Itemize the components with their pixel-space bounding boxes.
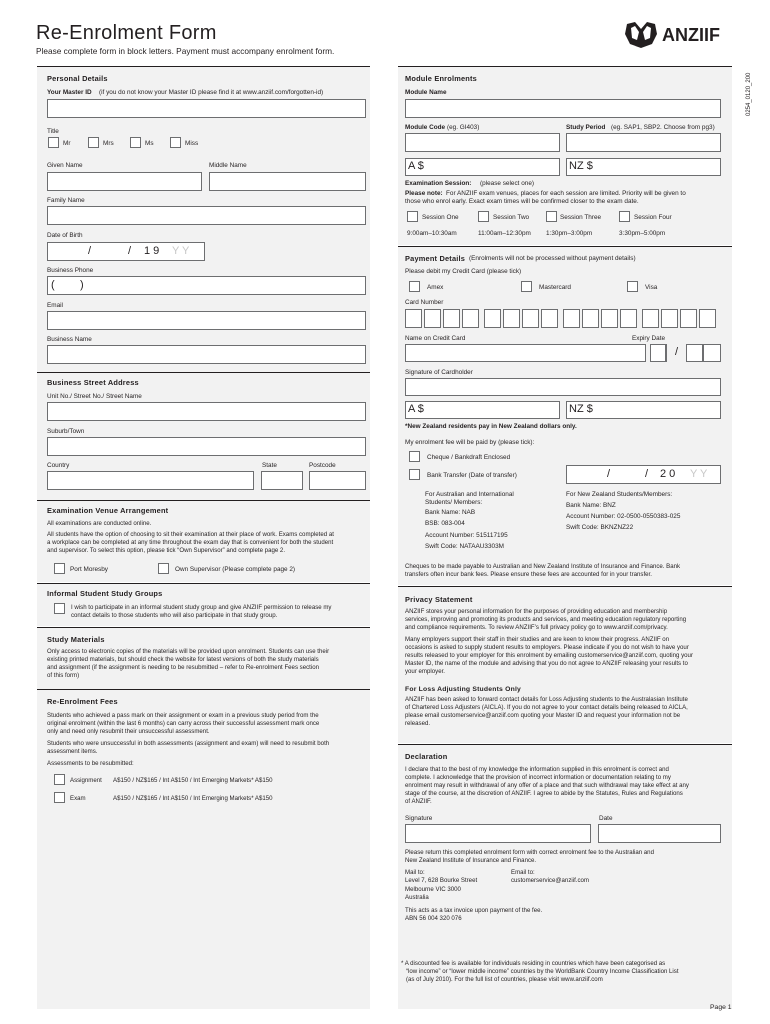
session-two-time: 11:00am–12:30pm (478, 230, 531, 237)
exam-session-hint: (please select one) (480, 180, 534, 187)
materials-text-4: of this form) (47, 672, 80, 679)
title-mrs-label: Mrs (103, 140, 114, 147)
business-phone-label: Business Phone (47, 267, 94, 274)
paid-by-label: My enrolment fee will be paid by (please tick): (405, 439, 535, 446)
session-one-label: Session One (422, 214, 459, 221)
return-text-1: Please return this completed enrolment form with correct enrolment fee to the Australian and (405, 849, 654, 856)
session-three-time: 1:30pm–3:00pm (546, 230, 593, 237)
page-title: Re-Enrolment Form (36, 22, 217, 44)
transfer-date-year-placeholder: Y Y (690, 468, 708, 480)
study-group-text-1: I wish to participate in an informal student study group and give ANZIIF permission to release my (71, 604, 332, 611)
venue-text-2b: a workplace can be completed at any time throughout the exam day that is convenient for both the student (47, 539, 334, 546)
module-code-hint: (eg. GI403) (447, 124, 480, 131)
card-digit-box[interactable] (699, 309, 716, 328)
card-digit-box[interactable] (541, 309, 558, 328)
visa-checkbox[interactable] (627, 281, 638, 292)
loss-adjusting-text-4: released. (405, 720, 431, 727)
dob-century: 1 9 (144, 245, 160, 257)
materials-text-2: existing printed materials, but should check the website for latest versions of both the study materials (47, 656, 319, 663)
venue-text-2a: All students have the option of choosing to sit their examination at their place of work. Exams completed at (47, 531, 334, 538)
card-digit-box[interactable] (522, 309, 539, 328)
card-digit-box[interactable] (582, 309, 599, 328)
country-label: Country (47, 462, 70, 469)
mastercard-label: Mastercard (539, 284, 571, 291)
page-number: Page 1 (710, 1004, 732, 1011)
declaration-text-2: complete. I acknowledge that the provision of incorrect information or documentation relating to my (405, 774, 671, 781)
dob-year-placeholder: Y Y (172, 245, 190, 257)
fees-text-1: Students who achieved a pass mark on their assignment or exam in a previous study period from the (47, 712, 319, 719)
dob-label: Date of Birth (47, 232, 83, 239)
session-four-checkbox[interactable] (619, 211, 630, 222)
middle-name-label: Middle Name (209, 162, 247, 169)
exam-label: Exam (70, 795, 86, 802)
return-text-2: New Zealand Institute of Insurance and Finance. (405, 857, 537, 864)
name-on-card-field[interactable] (405, 344, 646, 362)
nz-bank-2: Bank Name: BNZ (566, 502, 616, 509)
transfer-date-century: 2 0 (660, 468, 676, 480)
study-period-field[interactable] (566, 133, 721, 152)
card-digit-box[interactable] (642, 309, 659, 328)
cardholder-signature-field[interactable] (405, 378, 721, 396)
expiry-year-2[interactable] (703, 344, 721, 362)
session-two-label: Session Two (493, 214, 530, 221)
privacy-text-3: and compliance requirements. To review ANZIIF’s full privacy policy go to www.anziif.com/privacy. (405, 624, 668, 631)
study-group-checkbox[interactable] (54, 603, 65, 614)
au-bank-3: Bank Name: NAB (425, 509, 476, 516)
module-fee-aud-field[interactable] (405, 158, 560, 176)
nz-bank-4: Swift Code: BKNZNZ22 (566, 524, 634, 531)
business-phone-field[interactable] (47, 276, 366, 295)
transfer-date-separator-2: / (645, 468, 649, 480)
name-on-card-label: Name on Credit Card (405, 335, 466, 342)
declaration-date-label: Date (599, 815, 613, 822)
declaration-text-1: I declare that to the best of my knowledge the information supplied in this enrolment is correct and (405, 766, 669, 773)
tax-invoice-text: This acts as a tax invoice upon payment of the fee. (405, 907, 543, 914)
card-number-field[interactable] (405, 309, 721, 328)
amex-checkbox[interactable] (409, 281, 420, 292)
materials-text-3: and assignment (if the assignment is needing to be resubmitted – refer to Re-enrolment Fees section (47, 664, 319, 671)
declaration-text-4: stage of the course, at the discretion of ANZIIF. I agree to abide by the Statutes, Rules and Regulations (405, 790, 683, 797)
exam-session-label: Examination Session: (405, 180, 472, 187)
port-moresby-label: Port Moresby (70, 566, 109, 573)
suburb-field[interactable] (47, 437, 366, 456)
card-digit-box[interactable] (620, 309, 637, 328)
postcode-field[interactable] (309, 471, 366, 490)
nz-bank-3: Account Number: 02-0500-0550383-025 (566, 513, 681, 520)
bank-transfer-label: Bank Transfer (Date of transfer) (427, 472, 517, 479)
bank-transfer-checkbox[interactable] (409, 469, 420, 480)
anziif-logo-icon (622, 20, 660, 50)
session-one-checkbox[interactable] (407, 211, 418, 222)
card-digit-box[interactable] (462, 309, 479, 328)
au-bank-5: Account Number: 515117195 (425, 532, 508, 539)
port-moresby-checkbox[interactable] (54, 563, 65, 574)
venue-text-1: All examinations are conducted online. (47, 520, 152, 527)
venue-text-2c: and supervisor. To select this option, please tick “Own Supervisor” and complete page 2. (47, 547, 286, 554)
amex-label: Amex (427, 284, 444, 291)
mail-address-2: Melbourne VIC 3000 (405, 886, 461, 893)
family-name-label: Family Name (47, 197, 85, 204)
dob-separator-1: / (88, 245, 92, 257)
phone-open-paren: ( (51, 279, 55, 291)
fees-section-bg (37, 689, 370, 1009)
nz-bank-1: For New Zealand Students/Members: (566, 491, 673, 498)
anziif-logo (622, 20, 742, 50)
family-name-field[interactable] (47, 206, 366, 225)
loss-adjusting-text-1: ANZIIF has been asked to forward contact details for Loss Adjusting students to the Australasian Institute (405, 696, 688, 703)
declaration-signature-label: Signature (405, 815, 433, 822)
master-id-field[interactable] (47, 99, 366, 118)
own-supervisor-checkbox[interactable] (158, 563, 169, 574)
title-ms-label: Ms (145, 140, 154, 147)
loss-adjusting-heading: For Loss Adjusting Students Only (405, 686, 522, 693)
email-to-address[interactable]: customerservice@anziif.com (511, 877, 589, 884)
given-name-label: Given Name (47, 162, 83, 169)
please-note-label: Please note: (405, 190, 443, 197)
email-to-label: Email to: (511, 869, 535, 876)
card-digit-box[interactable] (601, 309, 618, 328)
materials-text-1: Only access to electronic copies of the materials will be provided upon enrolment. Students can use their (47, 648, 330, 655)
fees-text-3: only and need only resubmit their unsuccessful assessment. (47, 728, 210, 735)
loss-adjusting-text-3: please email customerservice@anziif.com quoting your Master ID and request your information not be (405, 712, 681, 719)
card-digit-box[interactable] (661, 309, 678, 328)
transfer-date-separator-1: / (607, 468, 611, 480)
privacy-text-1: ANZIIF stores your personal information for the purposes of providing education and membership (405, 608, 668, 615)
expiry-label: Expiry Date (632, 335, 666, 342)
module-heading: Module Enrolments (405, 74, 477, 83)
title-mr-checkbox[interactable] (48, 137, 59, 148)
email-field[interactable] (47, 311, 366, 330)
fees-heading: Re-Enrolment Fees (47, 697, 118, 706)
privacy-text-8: your employer. (405, 668, 445, 675)
address-heading: Business Street Address (47, 378, 139, 387)
payment-heading-hint: (Enrolments will not be processed without payment details) (469, 255, 636, 262)
page-subtitle: Please complete form in block letters. Payment must accompany enrolment form. (36, 46, 335, 56)
privacy-text-4: Many employers support their staff in their studies and are keen to know their progress. ANZIIF on (405, 636, 670, 643)
module-nzd-label: NZ $ (569, 160, 593, 172)
cardholder-signature-label: Signature of Cardholder (405, 369, 473, 376)
middle-name-field[interactable] (209, 172, 366, 191)
study-period-label: Study Period (566, 124, 606, 131)
cheque-label: Cheque / Bankdraft Enclosed (427, 454, 511, 461)
expiry-separator: / (675, 346, 679, 358)
title-label: Title (47, 128, 59, 135)
footnote-text-3: (as of July 2010). For the full list of countries, please visit www.anziif.com (406, 976, 603, 983)
fees-text-5: assessment items. (47, 748, 98, 755)
module-code-label: Module Code (405, 124, 446, 131)
session-three-checkbox[interactable] (546, 211, 557, 222)
suburb-label: Suburb/Town (47, 428, 85, 435)
privacy-heading: Privacy Statement (405, 595, 473, 604)
study-period-hint: (eg. SAP1, SBP2. Choose from pg3) (611, 124, 715, 131)
module-name-field[interactable] (405, 99, 721, 118)
payment-aud-field[interactable] (405, 401, 560, 419)
street-field[interactable] (47, 402, 366, 421)
study-materials-heading: Study Materials (47, 635, 105, 644)
session-four-time: 3:30pm–5:00pm (619, 230, 666, 237)
study-groups-heading: Informal Student Study Groups (47, 589, 163, 598)
title-mrs-checkbox[interactable] (88, 137, 99, 148)
session-two-checkbox[interactable] (478, 211, 489, 222)
card-digit-box[interactable] (503, 309, 520, 328)
fees-text-6: Assessments to be resubmitted: (47, 760, 134, 767)
mail-address-1: Level 7, 628 Bourke Street (405, 877, 478, 884)
exam-fee: A$150 / NZ$165 / Int A$150 / Int Emerging Markets* A$150 (113, 795, 273, 802)
payment-heading: Payment Details (405, 254, 466, 263)
loss-adjusting-text-2: of Chartered Loss Adjusters (AICLA). If you do not agree to your contact details being released to AICLA, (405, 704, 688, 711)
business-name-label: Business Name (47, 336, 92, 343)
title-miss-checkbox[interactable] (170, 137, 181, 148)
given-name-field[interactable] (47, 172, 202, 191)
expiry-year-1[interactable] (686, 344, 703, 362)
au-bank-6: Swift Code: NATAAU3303M (425, 543, 504, 550)
title-ms-checkbox[interactable] (130, 137, 141, 148)
nz-residents-note: *New Zealand residents pay in New Zealand dollars only. (405, 423, 577, 430)
assignment-label: Assignment (70, 777, 102, 784)
venue-heading: Examination Venue Arrangement (47, 506, 169, 515)
payment-aud-label: A $ (408, 403, 424, 415)
declaration-text-5: of ANZIIF. (405, 798, 432, 805)
mail-address-3: Australia (405, 894, 429, 901)
study-group-text-2: contact details to those students who will also participate in that study group. (71, 612, 278, 619)
phone-close-paren: ) (80, 279, 84, 291)
session-one-time: 9:00am–10:30am (407, 230, 457, 237)
document-code: 0254_0120_200 (746, 72, 752, 116)
declaration-date-field[interactable] (598, 824, 721, 843)
assignment-fee: A$150 / NZ$165 / Int A$150 / Int Emerging Markets* A$150 (113, 777, 273, 784)
assignment-checkbox[interactable] (54, 774, 65, 785)
module-aud-label: A $ (408, 160, 424, 172)
master-id-hint: (if you do not know your Master ID please find it at www.anziif.com/forgotten-id) (99, 89, 324, 96)
unit-label: Unit No./ Street No./ Street Name (47, 393, 142, 400)
debit-label: Please debit my Credit Card (please tick) (405, 268, 522, 275)
fees-text-4: Students who were unsuccessful in both assessments (assignment and exam) will need to resubmit both (47, 740, 330, 747)
card-digit-box[interactable] (424, 309, 441, 328)
master-id-label: Your Master ID (47, 89, 92, 96)
privacy-text-5: occasions is asked to supply student results to employers. Please indicate if you do not wish to have your (405, 644, 689, 651)
please-note-text-1: For ANZIIF exam venues, places for each session are limited. Priority will be given to (446, 190, 686, 197)
title-mr-label: Mr (63, 140, 71, 147)
au-bank-4: BSB: 083-004 (425, 520, 465, 527)
declaration-signature-field[interactable] (405, 824, 591, 843)
cheques-text-2: transfers often incur bank fees. Please ensure these fees are accounted for in your transfer. (405, 571, 652, 578)
personal-heading: Personal Details (47, 74, 108, 83)
declaration-text-3: enrolment may result in withdrawal of any offer of a place and that such withdrawal may take effect at any (405, 782, 689, 789)
dob-separator-2: / (128, 245, 132, 257)
cheques-text-1: Cheques to be made payable to Australian and New Zealand Institute of Insurance and Finance. Bank (405, 563, 681, 570)
privacy-text-2: services, improving and promoting its products and services, and meeting education regulatory reporting (405, 616, 687, 623)
state-label: State (262, 462, 277, 469)
session-three-label: Session Three (560, 214, 602, 221)
postcode-label: Postcode (309, 462, 336, 469)
cheque-checkbox[interactable] (409, 451, 420, 462)
footnote-text-1: * A discounted fee is available for individuals residing in countries which have been categorised as (401, 960, 666, 967)
module-code-field[interactable] (405, 133, 560, 152)
logo-wordmark: ANZIIF (662, 25, 720, 45)
expiry-month-box[interactable] (666, 344, 667, 362)
state-field[interactable] (261, 471, 303, 490)
module-name-label: Module Name (405, 89, 447, 96)
privacy-text-7: Master ID, the name of the module and advising that you do not agree to ANZIIF releasing your results to (405, 660, 688, 667)
au-bank-1: For Australian and International (425, 491, 514, 498)
footnote-text-2: “low income” or “lower middle income” countries by the WorldBank Country Income Classification List (406, 968, 679, 975)
card-digit-box[interactable] (680, 309, 697, 328)
expiry-month-a[interactable] (650, 344, 666, 362)
payment-nzd-label: NZ $ (569, 403, 593, 415)
mastercard-checkbox[interactable] (521, 281, 532, 292)
country-field[interactable] (47, 471, 254, 490)
session-four-label: Session Four (634, 214, 672, 221)
abn-text: ABN 56 004 320 076 (405, 915, 462, 922)
au-bank-2: Students/ Members: (425, 499, 483, 506)
exam-checkbox[interactable] (54, 792, 65, 803)
declaration-heading: Declaration (405, 752, 448, 761)
card-digit-box[interactable] (563, 309, 580, 328)
mail-to-label: Mail to: (405, 869, 425, 876)
card-number-label: Card Number (405, 299, 444, 306)
email-label: Email (47, 302, 63, 309)
card-digit-box[interactable] (405, 309, 422, 328)
privacy-text-6: results released to your employer for this enrolment by emailing customerservice@anziif.com, quoting your (405, 652, 693, 659)
title-miss-label: Miss (185, 140, 199, 147)
card-digit-box[interactable] (484, 309, 501, 328)
own-supervisor-label: Own Supervisor (Please complete page 2) (175, 566, 296, 573)
please-note-text-2: those who enrol early. Exact exam times will be confirmed closer to the exam date. (405, 198, 639, 205)
visa-label: Visa (645, 284, 658, 291)
card-digit-box[interactable] (443, 309, 460, 328)
business-name-field[interactable] (47, 345, 366, 364)
fees-text-2: original enrolment (within the last 6 months) can carry across their successful assessment mark once (47, 720, 320, 727)
